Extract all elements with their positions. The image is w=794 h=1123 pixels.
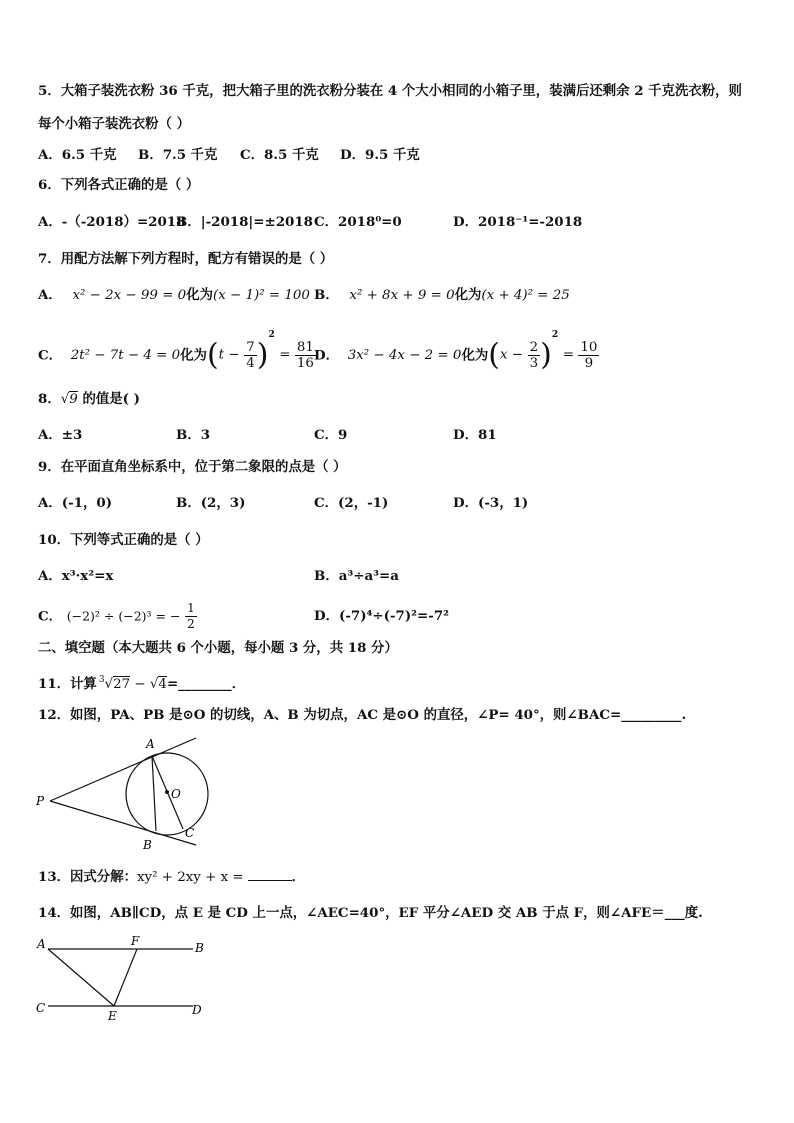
- label-b: B: [195, 941, 204, 955]
- section-heading-fill-in: 二、填空题（本大题共 6 个小题，每小题 3 分，共 18 分）: [38, 640, 398, 656]
- label-p: P: [36, 794, 45, 808]
- q7-option-a: A． x² − 2x − 99 = 0化为(x − 1)² = 100: [38, 287, 310, 303]
- q9-option-c: C．(2，-1): [314, 495, 389, 511]
- label-o: O: [171, 787, 181, 801]
- chord-ab: [152, 756, 156, 831]
- label-b: B: [143, 838, 152, 852]
- q8-option-c: C．9: [314, 427, 348, 443]
- q12-figure-circle-tangents: [30, 728, 210, 856]
- q14-stem: 14．如图，AB∥CD，点 E 是 CD 上一点，∠AEC=40°，EF 平分∠AED 交 AB 于点 F，则∠AFE＝___度.: [38, 905, 703, 921]
- label-a: A: [37, 937, 46, 951]
- q5-option-d: D．9.5 千克: [340, 147, 420, 163]
- q6-option-b: B．|-2018|=±2018: [176, 214, 313, 230]
- q5-option-b: B．7.5 千克: [138, 147, 218, 163]
- q10-stem: 10．下列等式正确的是（ ）: [38, 532, 209, 548]
- q10-option-a: A．x³·x²=x: [38, 568, 114, 584]
- q11-stem: 11．计算 $^3$√27 − √4=________．: [38, 675, 246, 692]
- q9-stem: 9．在平面直角坐标系中，位于第二象限的点是（ ）: [38, 459, 347, 475]
- q6-option-d: D．2018⁻¹=-2018: [453, 214, 583, 230]
- label-c: C: [185, 826, 195, 840]
- q7-option-c: C． 2t² − 7t − 4 = 0化为(t − $\frac{7}{4}$ )$^2$ = $\frac{81}{16}$: [38, 330, 314, 373]
- q10-option-d: D．(-7)⁴÷(-7)²=-7²: [314, 608, 450, 624]
- label-f: F: [131, 934, 140, 948]
- q5-option-a: A．6.5 千克: [38, 147, 117, 163]
- q8-option-d: D．81: [453, 427, 497, 443]
- q9-option-a: A．(-1，0): [38, 495, 113, 511]
- q5-stem-line1: 5．大箱子装洗衣粉 36 千克，把大箱子里的洗衣粉分装在 4 个大小相同的小箱子里，装满后还剩余 2 千克洗衣粉，则: [38, 83, 742, 99]
- label-c: C: [36, 1001, 46, 1015]
- segment-ae: [48, 949, 114, 1006]
- label-a: A: [146, 737, 155, 751]
- q10-option-c: C． (−2)² ÷ (−2)³ = − $\frac{1}{2}$: [38, 601, 195, 631]
- q7-option-b: B． x² + 8x + 9 = 0化为(x + 4)² = 25: [314, 287, 570, 303]
- q5-stem-line2: 每个小箱子装洗衣粉（ ）: [38, 116, 190, 132]
- label-d: D: [192, 1003, 202, 1017]
- q5-option-c: C．8.5 千克: [240, 147, 319, 163]
- q7-option-d: D． 3x² − 4x − 2 = 0化为(x − $\frac{2}{3}$ )$^2$ = $\frac{10}{9}$: [314, 330, 598, 373]
- q8-option-b: B．3: [176, 427, 211, 443]
- q6-option-a: A．-（-2018）=2018: [38, 214, 186, 230]
- label-e: E: [108, 1009, 117, 1022]
- q14-figure-parallel-lines: [30, 932, 220, 1022]
- q9-option-b: B．(2，3): [176, 495, 246, 511]
- q8-stem: 8．√9 的值是( ): [38, 391, 140, 407]
- q8-option-a: A．±3: [38, 427, 83, 443]
- q13-stem: 13．因式分解：xy² + 2xy + x = ．: [38, 869, 305, 885]
- center-dot: [165, 790, 169, 794]
- q10-option-b: B．a³÷a³=a: [314, 568, 399, 584]
- q6-option-c: C．2018⁰=0: [314, 214, 402, 230]
- segment-fe: [114, 949, 137, 1006]
- q7-stem: 7．用配方法解下列方程时，配方有错误的是（ ）: [38, 251, 334, 267]
- q6-stem: 6．下列各式正确的是（ ）: [38, 177, 200, 193]
- q9-option-d: D．(-3，1): [453, 495, 529, 511]
- q12-stem: 12．如图，PA、PB 是⊙O 的切线，A、B 为切点，AC 是⊙O 的直径，∠P= 40°，则∠BAC=_________.: [38, 707, 687, 723]
